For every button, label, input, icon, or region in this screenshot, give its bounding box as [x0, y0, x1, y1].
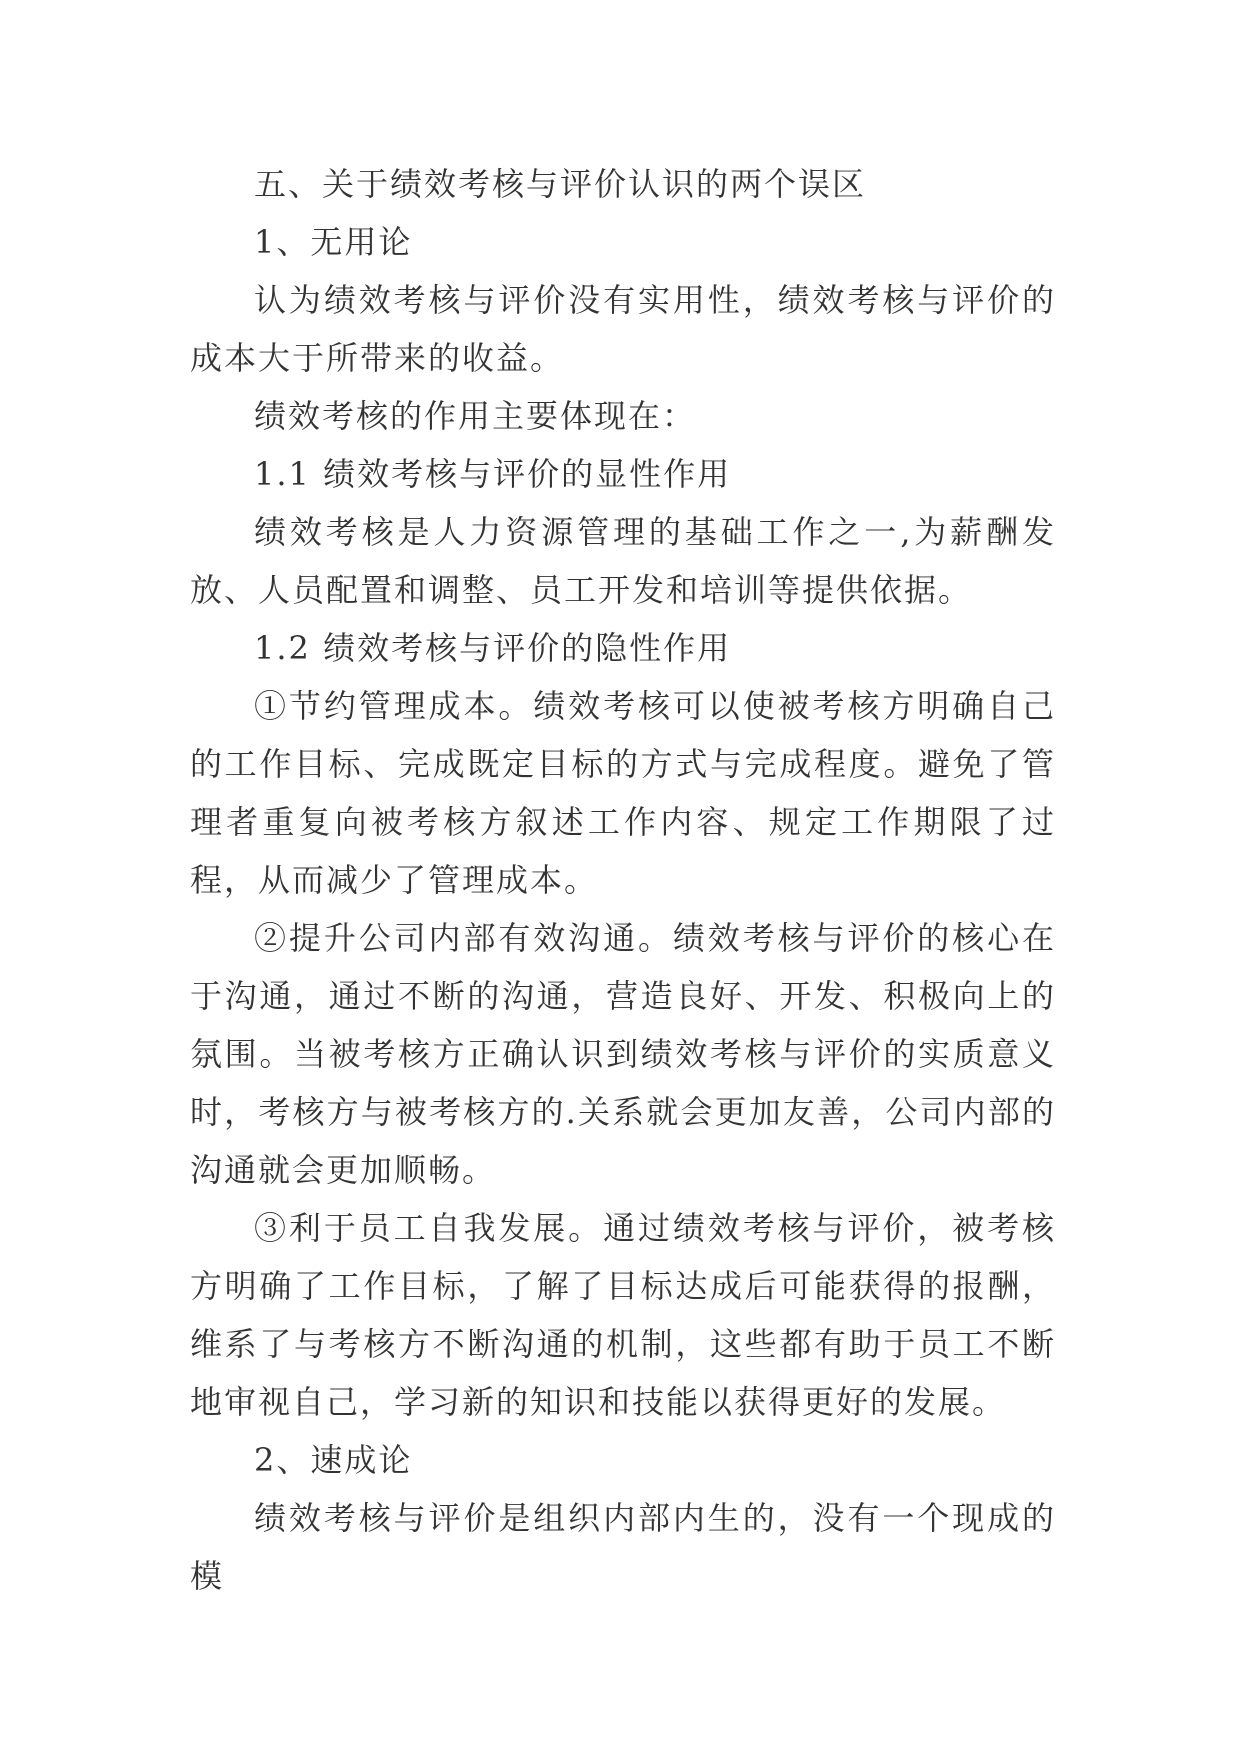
paragraph: 绩效考核是人力资源管理的基础工作之一,为薪酬发放、人员配置和调整、员工开发和培训等提供依据。 — [190, 513, 1056, 609]
subheading-quick-theory: 2、速成论 — [254, 1441, 413, 1479]
document-body — [190, 155, 1056, 1605]
subheading-implicit-role: 1.2 绩效考核与评价的隐性作用 — [254, 629, 732, 667]
section-heading: 五、关于绩效考核与评价认识的两个误区 — [254, 165, 867, 203]
paragraph: ②提升公司内部有效沟通。绩效考核与评价的核心在于沟通，通过不断的沟通，营造良好、开发、积极向上的氛围。当被考核方正确认识到绩效考核与评价的实质意义时，考核方与被考核方的.关系就会更加友善，公司内部的沟通就会更加顺畅。 — [190, 919, 1056, 1189]
subheading-explicit-role: 1.1 绩效考核与评价的显性作用 — [254, 455, 732, 493]
paragraph: 绩效考核的作用主要体现在： — [254, 397, 697, 435]
paragraph: 绩效考核与评价是组织内部内生的，没有一个现成的模 — [190, 1499, 1056, 1595]
paragraph: 认为绩效考核与评价没有实用性，绩效考核与评价的成本大于所带来的收益。 — [190, 281, 1056, 377]
subheading-useless-theory: 1、无用论 — [254, 223, 413, 261]
paragraph: ③利于员工自我发展。通过绩效考核与评价，被考核方明确了工作目标，了解了目标达成后可能获得的报酬，维系了与考核方不断沟通的机制，这些都有助于员工不断地审视自己，学习新的知识和技能以获得更好的发展。 — [190, 1209, 1056, 1421]
paragraph: ①节约管理成本。绩效考核可以使被考核方明确自己的工作目标、完成既定目标的方式与完成程度。避免了管理者重复向被考核方叙述工作内容、规定工作期限了过程，从而减少了管理成本。 — [190, 687, 1056, 899]
